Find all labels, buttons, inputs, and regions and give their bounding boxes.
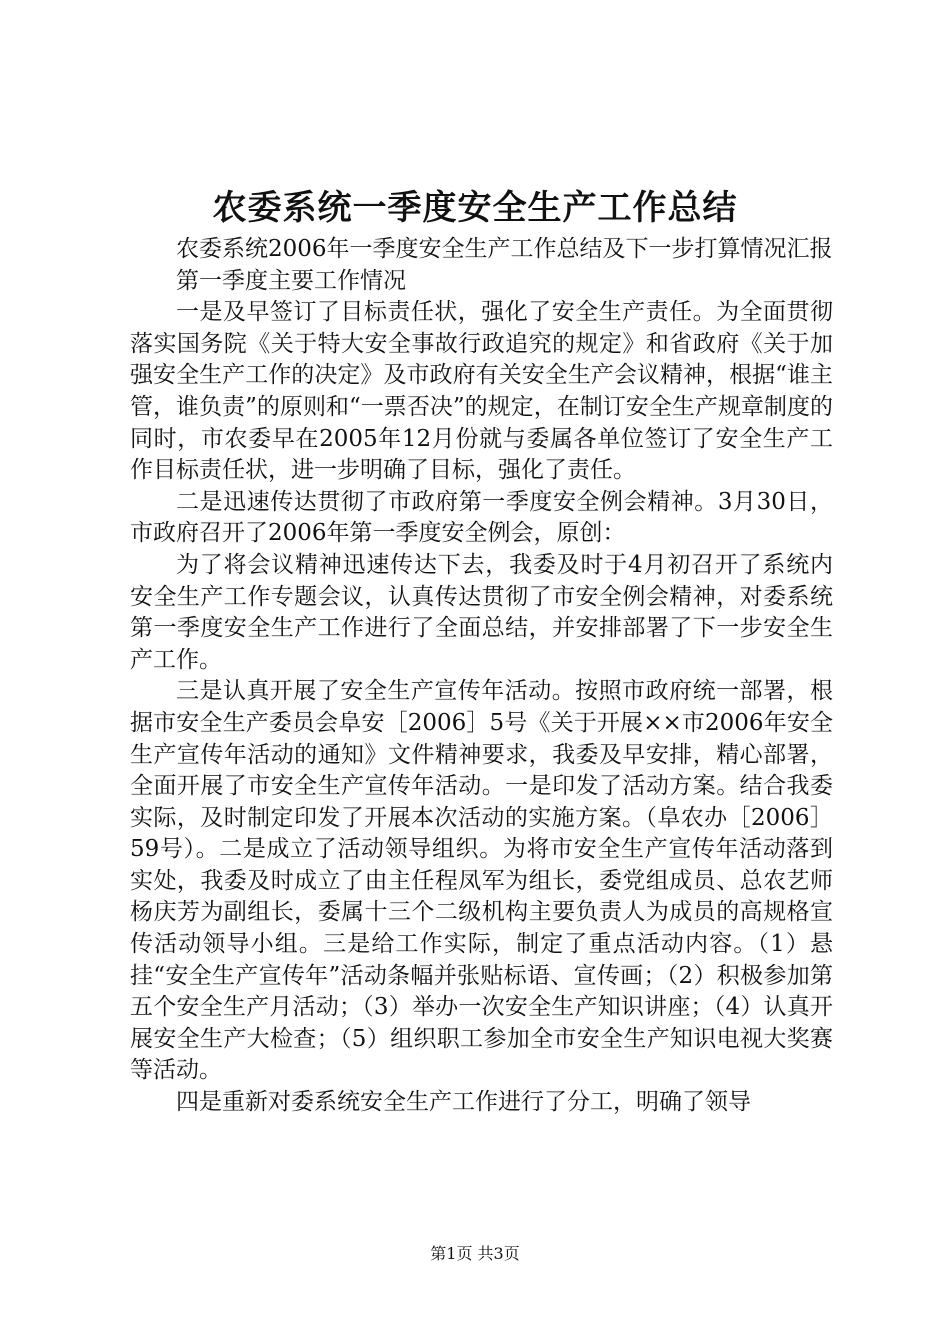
document-title: 农委系统一季度安全生产工作总结 (212, 188, 738, 228)
paragraph-meeting-followup: 为了将会议精神迅速传达下去，我委及时于4月初召开了系统内安全生产工作专题会议，认真传达贯彻了市安全例会精神，对委系统第一季度安全生产工作进行了全面总结，并安排部署了下一步安全生产工作。 (130, 551, 833, 673)
paragraph-section-heading: 第一季度主要工作情况 (176, 267, 406, 294)
paragraph-item-four: 四是重新对委系统安全生产工作进行了分工，明确了领导 (176, 1089, 751, 1116)
page-number-footer: 第1页 共3页 (430, 1244, 520, 1263)
paragraph-item-one: 一是及早签订了目标责任状，强化了安全生产责任。为全面贯彻落实国务院《关于特大安全事故行政追究的规定》和省政府《关于加强安全生产工作的决定》及市政府有关安全生产会议精神，根据“谁主管，谁负责”的原则和“一票否决”的规定，在制订安全生产规章制度的同时，市农委早在2005年12月份就与委属各单位签订了安全生产工作目标责任状，进一步明确了目标，强化了责任。 (130, 299, 833, 484)
paragraph-item-two: 二是迅速传达贯彻了市政府第一季度安全例会精神。3月30日，市政府召开了2006年第一季度安全例会，原创： (130, 488, 833, 547)
paragraph-report-heading: 农委系统2006年一季度安全生产工作总结及下一步打算情况汇报 (176, 236, 833, 262)
document-body (130, 234, 833, 1119)
paragraph-item-three: 三是认真开展了安全生产宣传年活动。按照市政府统一部署，根据市安全生产委员会阜安［2006］5号《关于开展××市2006年安全生产宣传年活动的通知》文件精神要求，我委及早安排，精心部署，全面开展了市安全生产宣传年活动。一是印发了活动方案。结合我委实际，及时制定印发了开展本次活动的实施方案。（阜农办［2006］59号）。二是成立了活动领导组织。为将市安全生产宣传年活动落到实处，我委及时成立了由主任程凤军为组长，委党组成员、总农艺师杨庆芳为副组长，委属十三个二级机构主要负责人为成员的高规格宣传活动领导小组。三是给工作实际，制定了重点活动内容。（1）悬挂“安全生产宣传年”活动条幅并张贴标语、宣传画；（2）积极参加第五个安全生产月活动；（3）举办一次安全生产知识讲座；（4）认真开展安全生产大检查；（5）组织职工参加全市安全生产知识电视大奖赛等活动。 (130, 678, 833, 1084)
